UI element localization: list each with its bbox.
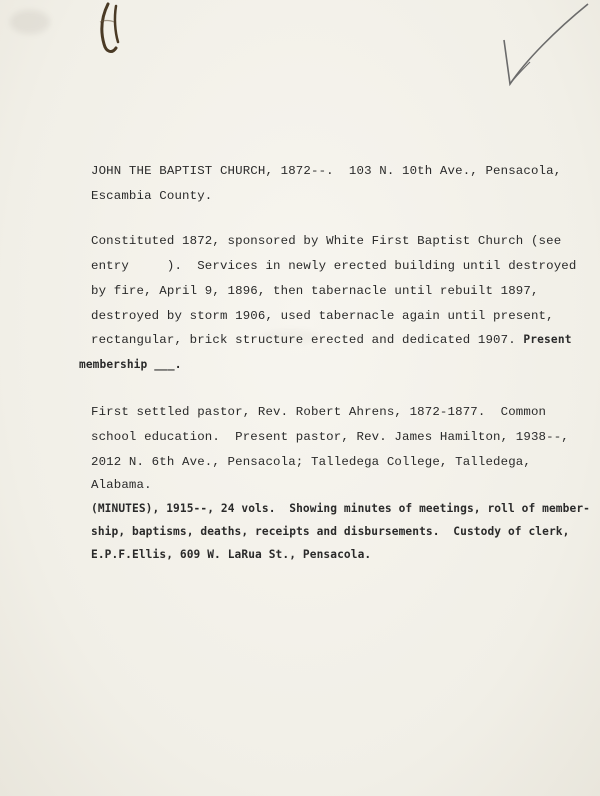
records-line-3: E.P.F.Ellis, 609 W. LaRua St., Pensacola. xyxy=(91,548,372,561)
heading-line-2: Escambia County. xyxy=(91,189,213,203)
check-mark-icon xyxy=(496,0,596,92)
ink-mark-icon xyxy=(94,2,124,58)
records-line-2: ship, baptisms, deaths, receipts and disbursements. Custody of clerk, xyxy=(91,525,570,538)
paragraph-1-line-1: Constituted 1872, sponsored by White First Baptist Church (see xyxy=(91,234,562,248)
paragraph-2-line-1: First settled pastor, Rev. Robert Ahrens, 1872-1877. Common xyxy=(91,405,547,419)
paragraph-1-line-2: entry ). Services in newly erected building until destroyed xyxy=(91,259,577,273)
paragraph-1-present-word: Present xyxy=(523,333,572,346)
paragraph-2-line-2: school education. Present pastor, Rev. James Hamilton, 1938--, xyxy=(91,430,569,444)
paragraph-1-line-5-text: rectangular, brick structure erected and dedicated 1907. xyxy=(91,333,516,347)
paragraph-1-line-3: by fire, April 9, 1896, then tabernacle until rebuilt 1897, xyxy=(91,284,539,298)
paper-stain xyxy=(10,10,50,34)
paragraph-2-line-4: Alabama. xyxy=(91,478,152,492)
records-line-1: (MINUTES), 1915--, 24 vols. Showing minutes of meetings, roll of member- xyxy=(91,502,590,515)
paragraph-1-line-5 xyxy=(91,334,572,346)
paragraph-1-line-6: membership ___. xyxy=(79,358,182,371)
paragraph-1-line-4: destroyed by storm 1906, used tabernacle again until present, xyxy=(91,309,554,323)
paragraph-2-line-3: 2012 N. 6th Ave., Pensacola; Talledega College, Talledega, xyxy=(91,455,531,469)
heading-line-1: JOHN THE BAPTIST CHURCH, 1872--. 103 N. 10th Ave., Pensacola, xyxy=(91,164,562,178)
